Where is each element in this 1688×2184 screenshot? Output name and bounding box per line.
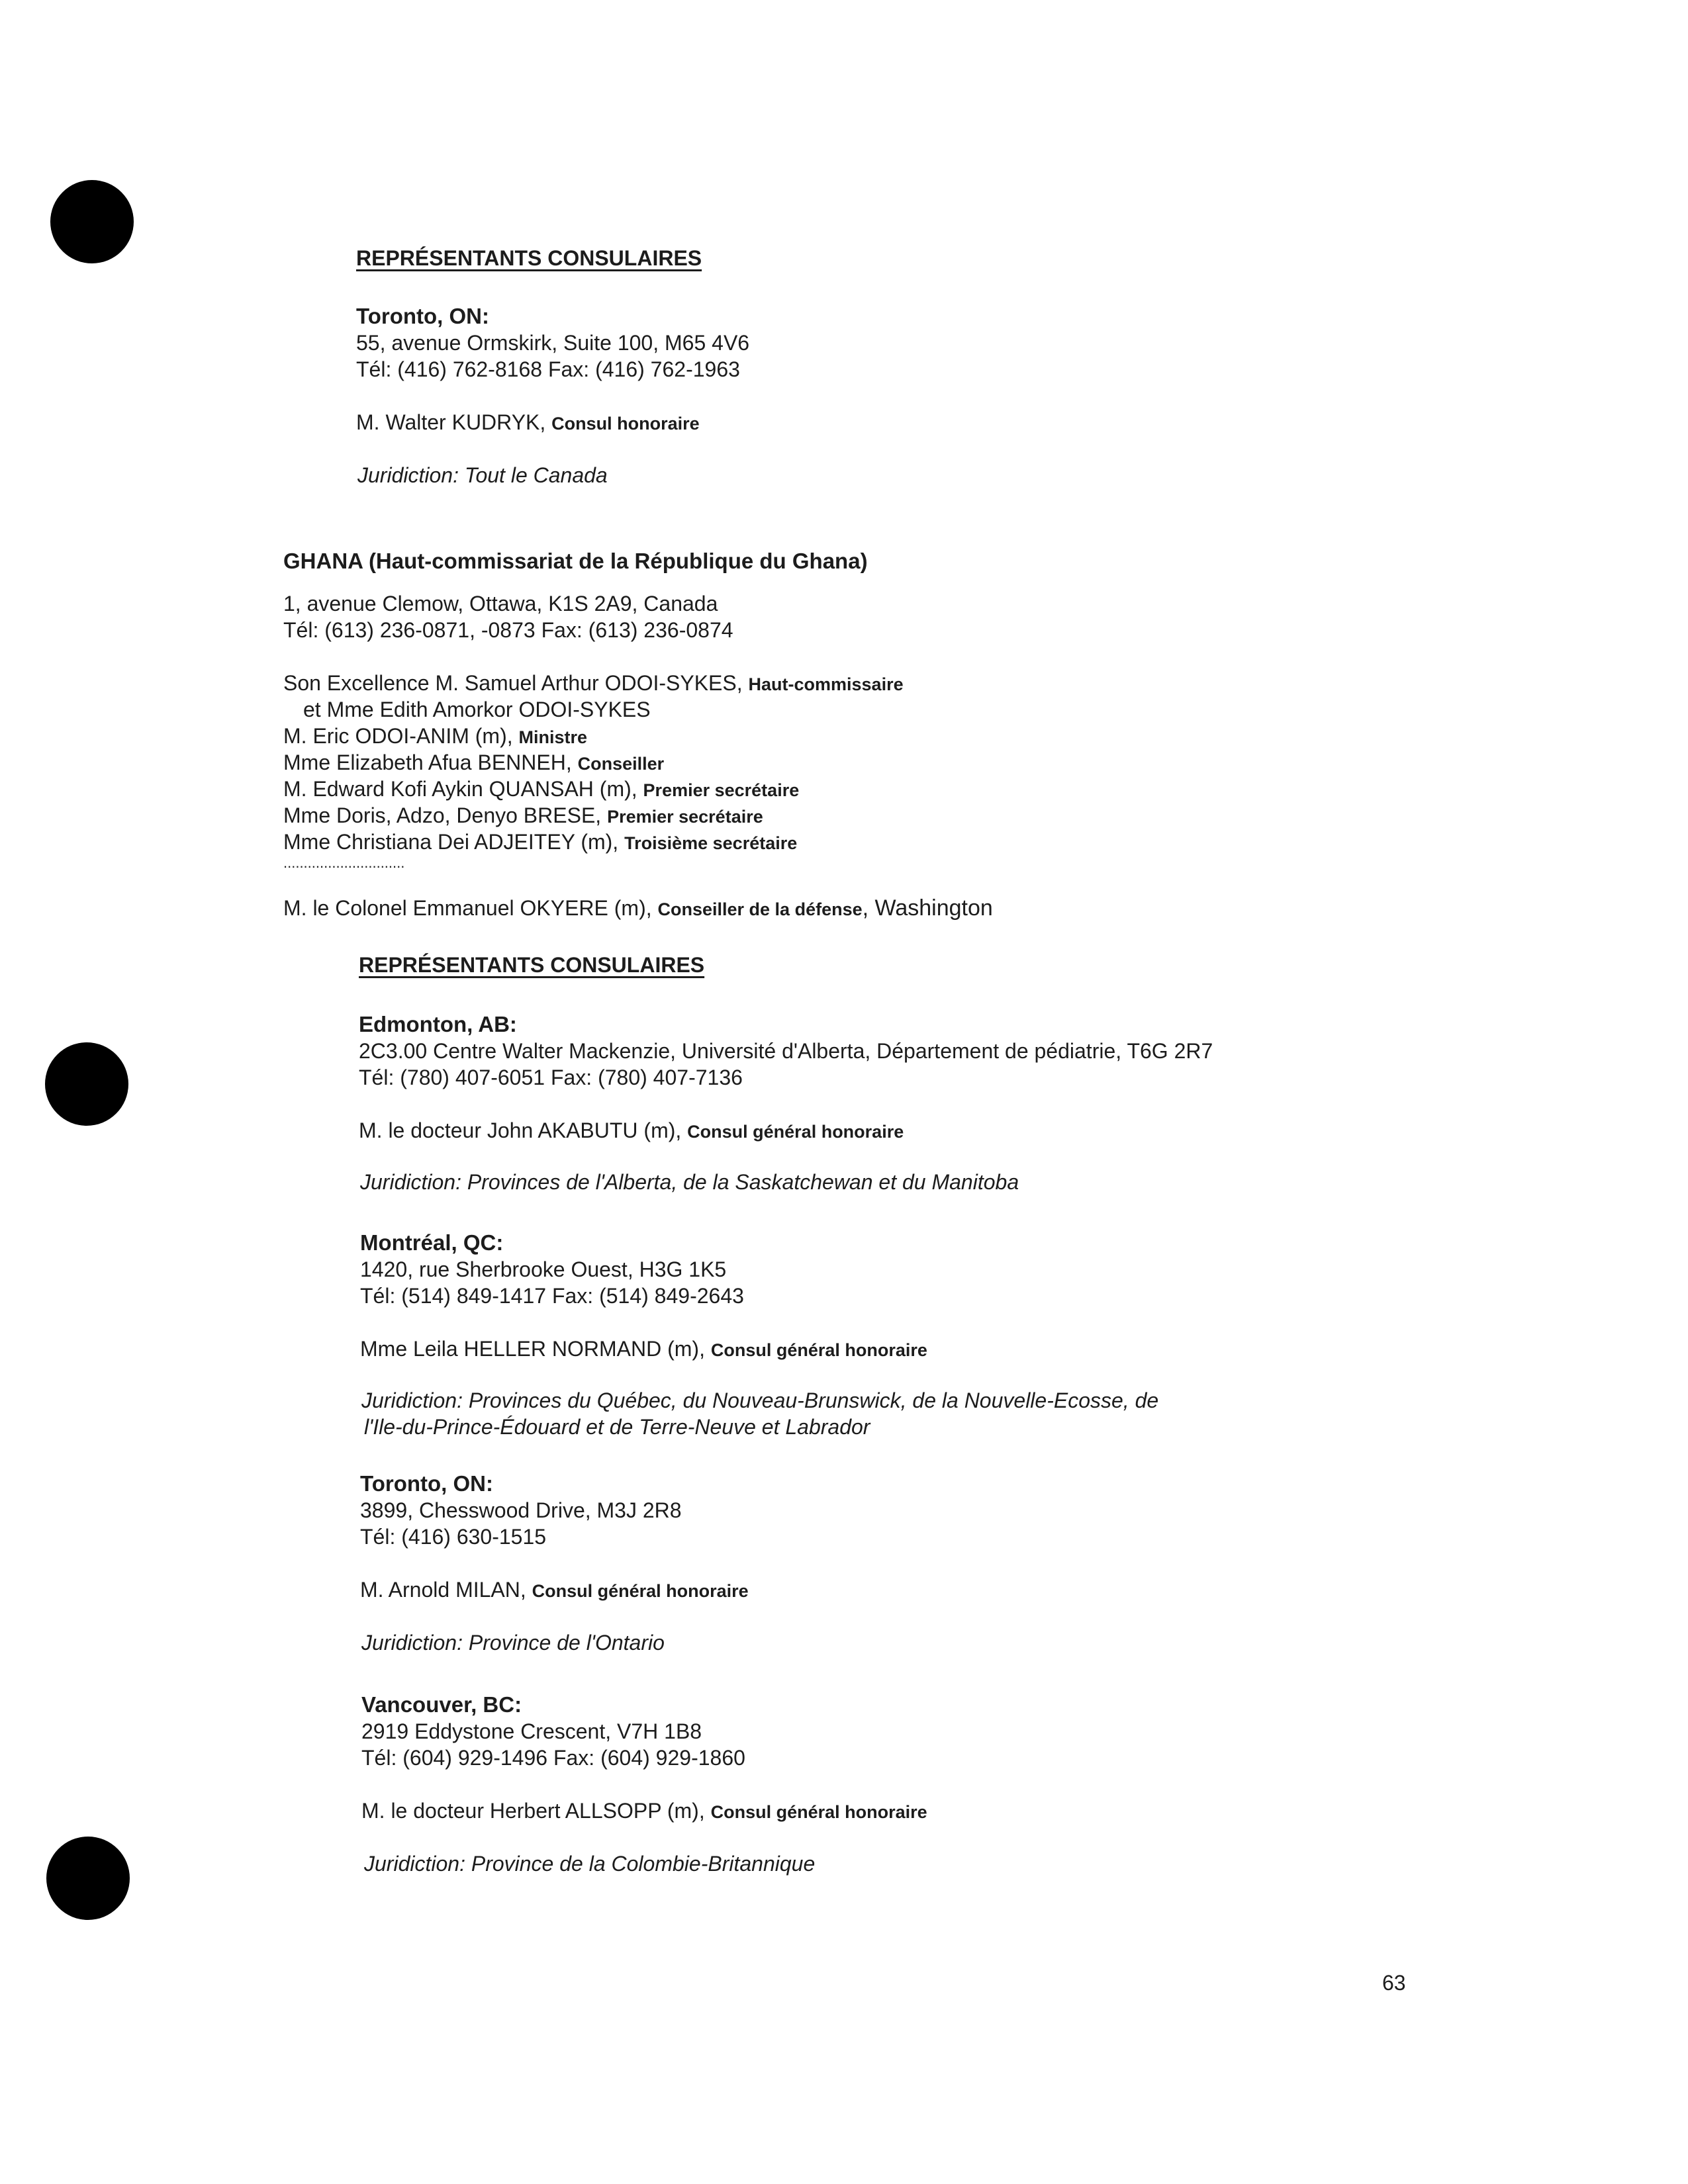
staff-line: [283, 802, 763, 830]
jurisdiction-line: Juridiction: Province de l'Ontario: [361, 1631, 665, 1655]
staff-title: Premier secrétaire: [643, 780, 800, 800]
address-line: 55, avenue Ormskirk, Suite 100, M65 4V6: [356, 331, 750, 355]
jurisdiction-line: Juridiction: Province de la Colombie-Britannique: [364, 1852, 816, 1876]
country-header: GHANA (Haut-commissariat de la République du Ghana): [283, 549, 868, 573]
city-heading: Toronto, ON:: [356, 304, 489, 328]
staff-title: Premier secrétaire: [607, 807, 763, 827]
staff-line: [283, 776, 799, 803]
defense-name: M. le Colonel Emmanuel OKYERE (m),: [283, 896, 652, 920]
phone-line: Tél: (416) 762-8168 Fax: (416) 762-1963: [356, 357, 740, 381]
phone-line: Tél: (604) 929-1496 Fax: (604) 929-1860: [361, 1746, 745, 1770]
jurisdiction-line: l'Ile-du-Prince-Édouard et de Terre-Neuve et Labrador: [364, 1415, 870, 1439]
person-line: [360, 1576, 749, 1604]
phone-line: Tél: (416) 630-1515: [360, 1525, 547, 1549]
staff-name: Mme Elizabeth Afua BENNEH,: [283, 751, 572, 774]
staff-title: Ministre: [518, 727, 588, 747]
defense-line: [283, 895, 993, 923]
person-name: M. Arnold MILAN,: [360, 1578, 526, 1602]
section-heading: REPRÉSENTANTS CONSULAIRES: [359, 953, 705, 977]
punch-hole-bottom: [46, 1837, 130, 1920]
defense-location: , Washington: [862, 895, 993, 921]
punch-hole-middle: [45, 1042, 128, 1126]
staff-line: [283, 670, 904, 698]
person-title: Consul général honoraire: [710, 1802, 927, 1822]
staff-name: M. Eric ODOI-ANIM (m),: [283, 724, 513, 748]
address-line: 2919 Eddystone Crescent, V7H 1B8: [361, 1719, 702, 1743]
person-name: M. le docteur Herbert ALLSOPP (m),: [361, 1799, 705, 1823]
city-heading: Vancouver, BC:: [361, 1692, 522, 1717]
staff-line: [283, 829, 797, 856]
section-heading: REPRÉSENTANTS CONSULAIRES: [356, 246, 702, 270]
city-heading: Edmonton, AB:: [359, 1012, 517, 1036]
person-name: Mme Leila HELLER NORMAND (m),: [360, 1337, 705, 1361]
staff-line: [303, 696, 651, 723]
address-line: 1420, rue Sherbrooke Ouest, H3G 1K5: [360, 1257, 727, 1281]
page-number: 63: [1382, 1971, 1406, 1995]
jurisdiction-line: Juridiction: Tout le Canada: [357, 463, 608, 487]
person-title: Consul général honoraire: [687, 1122, 904, 1142]
phone-line: Tél: (514) 849-1417 Fax: (514) 849-2643: [360, 1284, 744, 1308]
person-line: [361, 1797, 927, 1825]
dotted-separator: ..............................: [283, 854, 405, 871]
staff-name: Mme Christiana Dei ADJEITEY (m),: [283, 830, 619, 854]
person-title: Consul honoraire: [551, 414, 700, 433]
person-name: M. Walter KUDRYK,: [356, 410, 546, 434]
staff-name: et Mme Edith Amorkor ODOI-SYKES: [303, 698, 651, 721]
defense-title: Conseiller de la défense: [657, 899, 863, 919]
jurisdiction-line: Juridiction: Provinces de l'Alberta, de la Saskatchewan et du Manitoba: [360, 1170, 1019, 1194]
city-heading: Toronto, ON:: [360, 1471, 493, 1496]
staff-title: Troisième secrétaire: [624, 833, 798, 853]
staff-name: Son Excellence M. Samuel Arthur ODOI-SYKES,: [283, 671, 743, 695]
jurisdiction-line: Juridiction: Provinces du Québec, du Nouveau-Brunswick, de la Nouvelle-Ecosse, de: [361, 1388, 1159, 1412]
person-line: [356, 409, 700, 437]
city-heading: Montréal, QC:: [360, 1230, 504, 1255]
person-line: [359, 1117, 904, 1145]
staff-title: Haut-commissaire: [748, 674, 904, 694]
staff-title: Conseiller: [577, 754, 665, 774]
address-line: 3899, Chesswood Drive, M3J 2R8: [360, 1498, 682, 1522]
person-name: M. le docteur John AKABUTU (m),: [359, 1118, 682, 1142]
person-title: Consul général honoraire: [710, 1340, 927, 1360]
staff-name: M. Edward Kofi Aykin QUANSAH (m),: [283, 777, 637, 801]
staff-name: Mme Doris, Adzo, Denyo BRESE,: [283, 803, 602, 827]
staff-line: [283, 723, 587, 751]
punch-hole-top: [50, 180, 134, 263]
person-title: Consul général honoraire: [532, 1581, 749, 1601]
address-line: 1, avenue Clemow, Ottawa, K1S 2A9, Canada: [283, 592, 718, 615]
person-line: [360, 1336, 927, 1363]
address-line: 2C3.00 Centre Walter Mackenzie, Université d'Alberta, Département de pédiatrie, T6G 2R7: [359, 1039, 1213, 1063]
staff-line: [283, 749, 664, 777]
phone-line: Tél: (613) 236-0871, -0873 Fax: (613) 236-0874: [283, 618, 733, 642]
phone-line: Tél: (780) 407-6051 Fax: (780) 407-7136: [359, 1066, 743, 1089]
